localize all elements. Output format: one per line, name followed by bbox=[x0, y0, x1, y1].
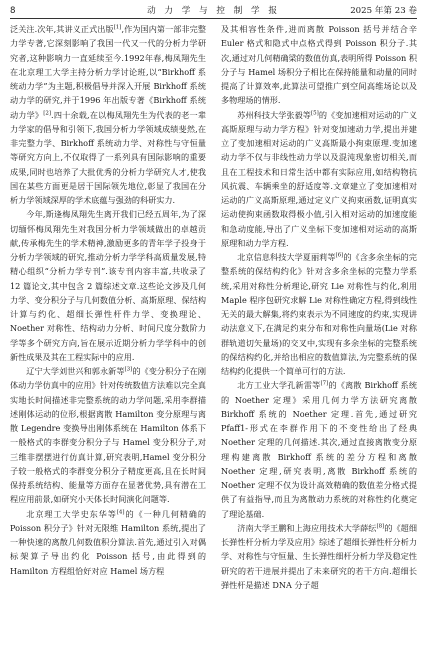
paragraph: 北京信息科技大学夏丽莉等[6]的《含多余坐标的完整系统的保结构约化》针对含多余坐标的完整力学系统,采用对称性分析理论,研究 Lie 对称性与约化,利用 Maple 程序包研究求解 Lie 对称性确定方程,得到线性无关的最大解集,将约束表示为不同速度的约束,实现讲动法意义下,在满足约束分布和对称性向量场(Lie 对称群轨道切矢量场)的交叉中,实现有多余坐标的完整系统的保结构约化,并给出相应的数值算法,为完整系统的保结构约化提供一个简单可行的方法. bbox=[221, 252, 417, 376]
page-number: 8 bbox=[10, 6, 16, 16]
paragraph: 今年,斯逢梅凤翔先生离开我们已经五周年,为了深切缅怀梅凤翔先生对我国分析力学领域做出的卓越贡献,传承梅先生的学术精神,激励更多的青年学子投身于分析力学领域的研究,推动分析力学学科高质量发展,特精心组织“分析力学专刊”.该专刊内容丰富,共收录了 12 篇论文,其中包含 2 篇综述文章.这些论文涉及几何力学、变分积分子与几何数值分析、高斯原理、保结构计算与约化、超细长弹性杆件力学、变换理论、Noether 对称性、结构动力分析、时间尺度分数阶力学等多个研究方向,旨在展示近期分析力学学科中的创新性成果及其在工程实际中的应用. bbox=[10, 209, 206, 362]
left-column bbox=[10, 22, 206, 664]
paragraph: 北京理工大学史东华等[4]的《一种几何精确的 Poisson 积分子》针对无限维 Hamilton 系统,提出了一种快速的离散几何数值积分算法.首先,通过引入对偶标架算子导出约化 Poisson 括号,由此得到的 Hamilton 方程组恰好对应 Hamel 场方程 bbox=[10, 508, 206, 576]
paragraph: 北方工业大学孔新雷等[7]的《离散 Birkhoff 系统的 Noether 定理》采用几何力学方法研究离散 Birkhoff 系统的 Noether 定理.首先,通过研究 Pfaff1-形式在李群作用下的不变性给出了经典 Noether 定理的几何描述.其次,通过直接离散变分原理构建离散 Birkhoff 系统的差分方程和离散 Noether 定理,研究表明,离散 Birkhoff 系统的 Noether 定理不仅为设计高效精确的数值差分格式提供了有益指导,而且为离散动力系统的对称性约化奠定了理论基础. bbox=[221, 380, 417, 519]
right-column bbox=[221, 22, 417, 664]
issue-info: 2025 年第 23 卷 bbox=[350, 6, 417, 16]
paragraph: 辽宁大学刘世兴和郭永新等[3]的《变分积分子在刚体动力学仿真中的应用》针对传统数值方法难以完全真实地长时间描述非完整系统的动力学问题,采用李群描述刚体运动的位形,根据离散 Hamilton 变分原理与离散 Legendre 变换导出刚体系统在 Hamilton 体系下一般格式的李群变分积分子与 Hamel 变分积分子,对三维非摆摆进行仿真计算,研究表明,Hamel 变分积分子较一般格式的李群变分积分子精度更高,且在长时间保持系统结构、能量等方面存在显著优势,具有潜在工程应用前景,如研究小天体长时间演化问题等. bbox=[10, 366, 206, 505]
paragraph: 及其相容性条件,进而离散 Poisson 括号并结合辛 Euler 格式和隐式中点格式得到 Poisson 积分子.其次,通过对几何精确梁的数值仿真,表明所得 Poisson 积分子与 Hamel 场积分子相比在保持能量和动量的同时提高了计算效率,此算法可望推广到空间高维场论以及多物理场的情形. bbox=[221, 24, 417, 106]
paragraph: 济南大学王鹏和上海应用技术大学薛纭[8]的《超细长弹性杆分析力学及应用》综述了超细长弹性杆分析力学、对称性与守恒量、生长弹性细杆分析力学及稳定性研究的若干进展并提出了未来研究的若干方向.超细长弹性杆是描述 DNA 分子超 bbox=[221, 522, 417, 590]
journal-title: 动 力 学 与 控 制 学 报 bbox=[147, 6, 280, 16]
paragraph: 泛关注.次年,其讲义正式出版[1],作为国内第一部非完整力学专著,它深刻影响了我国一代又一代的分析力学研究者,这种影响力一直延续至今.1992年春,梅凤翔先生在北京理工大学主持分析力学讨论班,以“Birkhoff 系统动力学”为主题,积极倡导并深入开展 Birkhoff 系统动力学的研究,并于1996 年出版专著《Birkhoff 系统动力学》[2].四十余载,在以梅凤翔先生为代表的老一辈力学家的倡导和引领下,我国分析力学领域成绩斐然,在非完整力学、Birkhoff 系统动力学、对称性与守恒量等研究方向上,不仅取得了一系列具有国际影响的重要成果,同时也培养了大批优秀的分析力学研究人才,使我国在某些方面更是居于国际领先地位,彰显了我国在分析力学领域深厚的学术底蕴与强劲的科研实力. bbox=[10, 24, 206, 205]
paragraph: 苏州科技大学张毅等[5]的《变加速相对运动的广义高斯原理与动力学方程》针对变加速动力学,提出并建立了变加速相对运动的广义高斯最小拘束原理.变加速动力学不仅与非线性动力学以及混沌现象密切相关,而且在工程技术和日常生活中都有实际应用,如结构物抗风抗震、车辆乘坐的舒适度等.文章建立了变加速相对运动的广义高斯原理,通过定义广义拘束函数,证明真实运动使拘束函数取得极小值,引入相对运动的加速度能和急动度能,导出了广义坐标下变加速相对运动的高斯原理和动力学方程. bbox=[221, 109, 417, 248]
running-header bbox=[10, 4, 417, 19]
